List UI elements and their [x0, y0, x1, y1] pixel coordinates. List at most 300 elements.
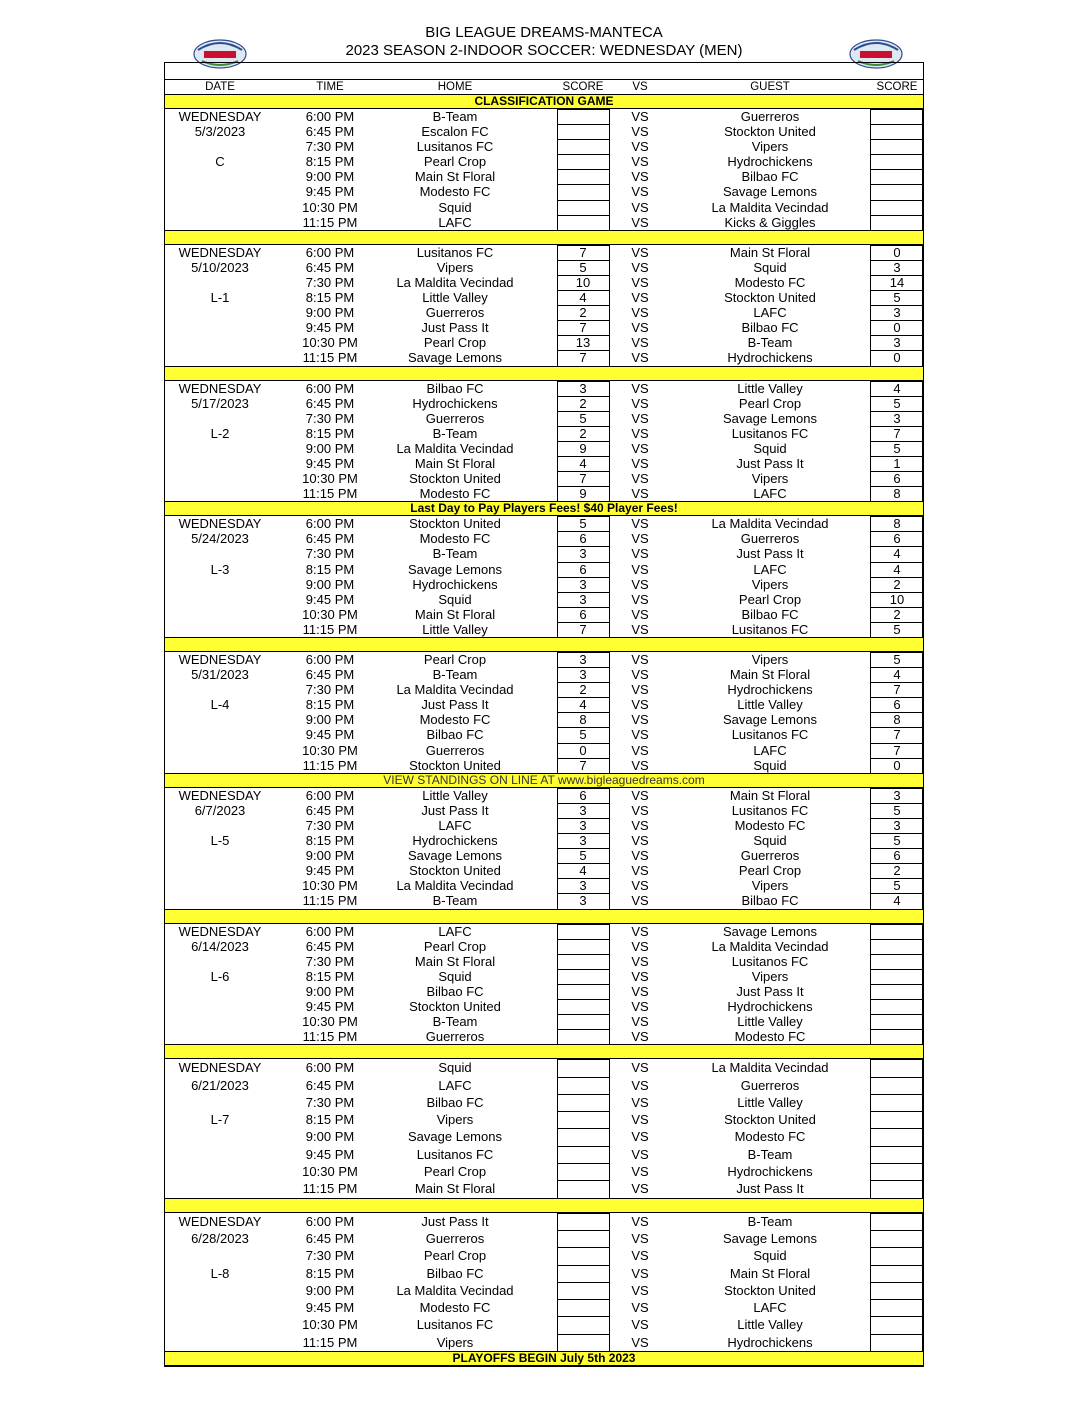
guest-score-box: [870, 184, 923, 200]
guest-team: Guerreros: [740, 531, 800, 547]
guest-score-box: [870, 1282, 923, 1300]
guest-score: 6: [893, 848, 901, 864]
vs-label: VS: [631, 486, 649, 502]
vs-label: VS: [631, 139, 649, 155]
home-score-box: [557, 999, 610, 1015]
vs-label: VS: [631, 561, 649, 577]
game-time: 6:00 PM: [305, 1213, 355, 1229]
home-score: 6: [579, 606, 587, 622]
guest-score: 3: [893, 410, 901, 426]
game-row: [165, 924, 923, 939]
home-score: 10: [575, 274, 591, 290]
guest-score: 10: [889, 591, 905, 607]
home-team: Pearl Crop: [423, 154, 487, 170]
home-team: La Maldita Vecindad: [396, 878, 514, 894]
home-team: Guerreros: [425, 305, 485, 321]
vs-label: VS: [631, 531, 649, 547]
vs-label: VS: [631, 350, 649, 366]
game-row: [165, 1282, 923, 1299]
game-time: 9:45 PM: [305, 184, 355, 200]
game-time: 9:45 PM: [305, 591, 355, 607]
vs-label: VS: [631, 833, 649, 849]
week-day: WEDNESDAY: [178, 1060, 262, 1076]
home-score-box: [557, 1077, 610, 1095]
home-team: Main St Floral: [414, 953, 496, 969]
home-team: Guerreros: [425, 742, 485, 758]
vs-label: VS: [631, 652, 649, 667]
guest-team: Hydrochickens: [727, 350, 813, 366]
home-score: 6: [579, 531, 587, 547]
game-time: 10:30 PM: [302, 335, 358, 351]
guest-score: 8: [893, 486, 901, 502]
game-row: [165, 893, 923, 908]
home-team: Stockton United: [409, 516, 501, 532]
guest-team: Squid: [753, 1248, 787, 1264]
home-score: 6: [579, 561, 587, 577]
game-time: 8:15 PM: [305, 697, 355, 713]
guest-score: 6: [893, 531, 901, 547]
guest-score: 4: [893, 893, 901, 909]
page-title: BIG LEAGUE DREAMS-MANTECA: [425, 24, 663, 41]
guest-team: Modesto FC: [734, 1029, 806, 1045]
guest-score-box: [870, 969, 923, 985]
vs-label: VS: [631, 998, 649, 1014]
guest-score: 7: [893, 425, 901, 441]
home-team: Savage Lemons: [408, 1129, 502, 1145]
game-row: [165, 1316, 923, 1333]
home-team: Guerreros: [425, 410, 485, 426]
guest-score: 6: [893, 697, 901, 713]
home-score-box: [557, 109, 610, 125]
home-score: 3: [579, 878, 587, 894]
home-score: 3: [579, 893, 587, 909]
home-team: Stockton United: [409, 471, 501, 487]
vs-label: VS: [631, 1060, 649, 1076]
home-team: Hydrochickens: [412, 833, 498, 849]
vs-label: VS: [631, 591, 649, 607]
home-score-box: [557, 939, 610, 955]
guest-team: Lusitanos FC: [731, 727, 809, 743]
guest-team: Little Valley: [737, 1094, 803, 1110]
home-team: Modesto FC: [419, 184, 491, 200]
home-score: 2: [579, 305, 587, 321]
game-row: [165, 1059, 923, 1076]
week-band: [165, 909, 923, 924]
vs-label: VS: [631, 244, 649, 260]
home-score: 2: [579, 425, 587, 441]
guest-score-box: [870, 109, 923, 125]
game-time: 8:15 PM: [305, 561, 355, 577]
game-time: 9:45 PM: [305, 320, 355, 336]
guest-score: 5: [893, 652, 901, 667]
home-score: 9: [579, 486, 587, 502]
game-row: [165, 109, 923, 124]
guest-team: Bilbao FC: [741, 606, 799, 622]
guest-team: Savage Lemons: [723, 923, 817, 939]
week-date: 6/21/2023: [191, 1077, 249, 1093]
home-score: 3: [579, 546, 587, 562]
guest-team: Vipers: [751, 968, 789, 984]
week-band: [165, 230, 923, 245]
game-time: 11:15 PM: [302, 1029, 358, 1045]
guest-team: Pearl Crop: [738, 591, 802, 607]
header-home: HOME: [437, 81, 473, 93]
game-time: 8:15 PM: [305, 1112, 355, 1128]
guest-team: LAFC: [753, 742, 787, 758]
game-time: 8:15 PM: [305, 425, 355, 441]
home-score: 9: [579, 440, 587, 456]
vs-label: VS: [631, 893, 649, 909]
game-time: 6:00 PM: [305, 516, 355, 532]
guest-score: 5: [893, 878, 901, 894]
guest-team: Lusitanos FC: [731, 953, 809, 969]
week-label: L-8: [210, 1265, 230, 1281]
week-label: L-4: [210, 697, 230, 713]
week-label: L-7: [210, 1112, 230, 1128]
home-score: 7: [579, 757, 587, 773]
guest-team: Guerreros: [740, 109, 800, 124]
home-score-box: [557, 1059, 610, 1077]
guest-team: Little Valley: [737, 1014, 803, 1030]
game-row: [165, 577, 923, 592]
home-score: 5: [579, 410, 587, 426]
week-date: 5/17/2023: [191, 395, 249, 411]
home-team: LAFC: [438, 923, 472, 939]
home-score-box: [557, 184, 610, 200]
game-time: 6:00 PM: [305, 923, 355, 939]
home-score-box: [557, 1282, 610, 1300]
guest-score-box: [870, 154, 923, 170]
guest-team: Bilbao FC: [741, 893, 799, 909]
home-team: B-Team: [432, 109, 478, 124]
vs-label: VS: [631, 1094, 649, 1110]
game-time: 9:00 PM: [305, 305, 355, 321]
home-team: La Maldita Vecindad: [396, 274, 514, 290]
week-date: 6/14/2023: [191, 938, 249, 954]
guest-score-box: [870, 124, 923, 140]
game-row: [165, 1299, 923, 1316]
game-time: 9:45 PM: [305, 1146, 355, 1162]
home-score: 3: [579, 591, 587, 607]
week-band: [165, 1198, 923, 1213]
home-score-box: [557, 200, 610, 216]
game-row: [165, 1077, 923, 1094]
game-time: 11:15 PM: [302, 350, 358, 366]
home-team: Just Pass It: [421, 320, 489, 336]
page-subtitle: 2023 SEASON 2-INDOOR SOCCER: WEDNESDAY (MEN): [345, 42, 743, 59]
guest-team: Pearl Crop: [738, 395, 802, 411]
vs-label: VS: [631, 1129, 649, 1145]
game-time: 9:45 PM: [305, 1300, 355, 1316]
home-score: 6: [579, 787, 587, 803]
guest-score-box: [870, 1163, 923, 1181]
guest-score-box: [870, 1265, 923, 1283]
home-team: Pearl Crop: [423, 938, 487, 954]
game-row: [165, 411, 923, 426]
home-team: Savage Lemons: [408, 561, 502, 577]
guest-team: Savage Lemons: [723, 184, 817, 200]
game-time: 7:30 PM: [305, 682, 355, 698]
guest-score: 0: [893, 757, 901, 773]
game-time: 8:15 PM: [305, 968, 355, 984]
game-row: [165, 652, 923, 667]
home-team: Squid: [438, 1060, 472, 1076]
game-time: 9:00 PM: [305, 983, 355, 999]
home-team: Lusitanos FC: [416, 139, 494, 155]
guest-score-box: [870, 1014, 923, 1030]
game-time: 10:30 PM: [302, 471, 358, 487]
home-score-box: [557, 924, 610, 940]
guest-score: 5: [893, 440, 901, 456]
home-team: Little Valley: [422, 290, 488, 306]
home-score-box: [557, 1265, 610, 1283]
home-team: LAFC: [438, 817, 472, 833]
home-team: B-Team: [432, 425, 478, 441]
home-team: Bilbao FC: [426, 727, 484, 743]
header-date: DATE: [205, 81, 235, 93]
guest-score-box: [870, 1180, 923, 1198]
vs-label: VS: [631, 516, 649, 532]
home-score: 3: [579, 652, 587, 667]
home-score-box: [557, 1180, 610, 1198]
vs-label: VS: [631, 682, 649, 698]
vs-label: VS: [631, 938, 649, 954]
home-team: Pearl Crop: [423, 652, 487, 667]
game-time: 6:45 PM: [305, 802, 355, 818]
home-team: Vipers: [436, 1334, 474, 1350]
guest-team: Squid: [753, 259, 787, 275]
home-score: 7: [579, 350, 587, 366]
header-time: TIME: [316, 81, 344, 93]
game-time: 6:00 PM: [305, 380, 355, 396]
week-day: WEDNESDAY: [178, 109, 262, 124]
guest-team: Modesto FC: [734, 817, 806, 833]
vs-label: VS: [631, 1213, 649, 1229]
guest-score-box: [870, 984, 923, 1000]
home-score: 4: [579, 455, 587, 471]
week-day: WEDNESDAY: [178, 787, 262, 803]
guest-team: B-Team: [747, 1146, 793, 1162]
guest-score-box: [870, 1111, 923, 1129]
guest-team: Little Valley: [737, 697, 803, 713]
home-team: LAFC: [438, 214, 472, 230]
home-team: B-Team: [432, 893, 478, 909]
vs-label: VS: [631, 214, 649, 230]
guest-team: B-Team: [747, 335, 793, 351]
vs-label: VS: [631, 109, 649, 124]
vs-label: VS: [631, 546, 649, 562]
guest-score: 5: [893, 290, 901, 306]
home-score-box: [557, 1029, 610, 1045]
guest-score: 3: [893, 335, 901, 351]
home-score-box: [557, 1247, 610, 1265]
game-row: [165, 1029, 923, 1044]
game-time: 11:15 PM: [302, 757, 358, 773]
game-time: 9:45 PM: [305, 455, 355, 471]
vs-label: VS: [631, 863, 649, 879]
game-row: [165, 1094, 923, 1111]
guest-score: 1: [893, 455, 901, 471]
home-score-box: [557, 215, 610, 231]
home-team: Main St Floral: [414, 455, 496, 471]
vs-label: VS: [631, 320, 649, 336]
game-time: 11:15 PM: [302, 621, 358, 637]
home-team: La Maldita Vecindad: [396, 440, 514, 456]
vs-label: VS: [631, 1248, 649, 1264]
vs-label: VS: [631, 335, 649, 351]
home-team: Hydrochickens: [412, 576, 498, 592]
game-row: [165, 305, 923, 320]
home-score: 3: [579, 802, 587, 818]
week-date: 6/28/2023: [191, 1230, 249, 1246]
guest-team: Guerreros: [740, 1077, 800, 1093]
header-home-score: SCORE: [562, 81, 604, 93]
guest-team: Vipers: [751, 471, 789, 487]
vs-label: VS: [631, 154, 649, 170]
guest-score: 8: [893, 516, 901, 532]
vs-label: VS: [631, 983, 649, 999]
home-team: Stockton United: [409, 998, 501, 1014]
guest-score: 14: [889, 274, 905, 290]
guest-score: 3: [893, 305, 901, 321]
game-time: 8:15 PM: [305, 154, 355, 170]
guest-team: Squid: [753, 440, 787, 456]
guest-team: Modesto FC: [734, 1129, 806, 1145]
home-score-box: [557, 1094, 610, 1112]
guest-team: Main St Floral: [729, 244, 811, 260]
guest-team: Hydrochickens: [727, 998, 813, 1014]
game-row: [165, 290, 923, 305]
vs-label: VS: [631, 712, 649, 728]
game-row: [165, 456, 923, 471]
home-score: 7: [579, 244, 587, 260]
game-row: [165, 788, 923, 803]
game-time: 10:30 PM: [302, 878, 358, 894]
game-row: [165, 154, 923, 169]
home-team: Modesto FC: [419, 712, 491, 728]
guest-team: Bilbao FC: [741, 320, 799, 336]
guest-team: Main St Floral: [729, 787, 811, 803]
home-team: Pearl Crop: [423, 335, 487, 351]
guest-team: Lusitanos FC: [731, 621, 809, 637]
home-team: Stockton United: [409, 757, 501, 773]
week-date: 6/7/2023: [194, 802, 246, 818]
game-time: 9:00 PM: [305, 1129, 355, 1145]
game-row: [165, 939, 923, 954]
vs-label: VS: [631, 1077, 649, 1093]
game-row: [165, 863, 923, 878]
game-row: [165, 833, 923, 848]
vs-label: VS: [631, 1164, 649, 1180]
guest-team: Little Valley: [737, 380, 803, 396]
guest-team: Kicks & Giggles: [724, 214, 816, 230]
home-score: 2: [579, 682, 587, 698]
guest-score: 5: [893, 802, 901, 818]
vs-label: VS: [631, 576, 649, 592]
guest-team: Savage Lemons: [723, 410, 817, 426]
guest-score-box: [870, 139, 923, 155]
home-score-box: [557, 1316, 610, 1334]
week-day: WEDNESDAY: [178, 1213, 262, 1229]
vs-label: VS: [631, 802, 649, 818]
home-score-box: [557, 169, 610, 185]
guest-score: 4: [893, 561, 901, 577]
game-row: [165, 139, 923, 154]
week-date: 5/31/2023: [191, 667, 249, 683]
guest-team: Just Pass It: [736, 546, 804, 562]
game-time: 7:30 PM: [305, 139, 355, 155]
guest-team: Savage Lemons: [723, 712, 817, 728]
home-score-box: [557, 1299, 610, 1317]
home-team: Just Pass It: [421, 1213, 489, 1229]
guest-team: Squid: [753, 833, 787, 849]
game-row: [165, 1163, 923, 1180]
guest-team: Lusitanos FC: [731, 802, 809, 818]
guest-score-box: [870, 1213, 923, 1231]
guest-team: LAFC: [753, 1300, 787, 1316]
guest-team: Guerreros: [740, 848, 800, 864]
vs-label: VS: [631, 410, 649, 426]
home-score-box: [557, 154, 610, 170]
guest-score: 4: [893, 667, 901, 683]
vs-label: VS: [631, 1029, 649, 1045]
game-row: [165, 954, 923, 969]
guest-team: Pearl Crop: [738, 863, 802, 879]
home-team: Lusitanos FC: [416, 1146, 494, 1162]
week-label: L-1: [210, 290, 230, 306]
game-time: 10:30 PM: [302, 742, 358, 758]
guest-score-box: [870, 954, 923, 970]
vs-label: VS: [631, 817, 649, 833]
game-row: [165, 878, 923, 893]
week-label: L-6: [210, 968, 230, 984]
home-team: Main St Floral: [414, 169, 496, 185]
home-team: Main St Floral: [414, 606, 496, 622]
home-score-box: [557, 954, 610, 970]
game-row: [165, 667, 923, 682]
guest-team: Just Pass It: [736, 1181, 804, 1197]
home-score-box: [557, 1128, 610, 1146]
guest-score-box: [870, 1316, 923, 1334]
home-score: 3: [579, 667, 587, 683]
week-date: 5/24/2023: [191, 531, 249, 547]
guest-team: Main St Floral: [729, 667, 811, 683]
game-time: 6:45 PM: [305, 531, 355, 547]
home-score-box: [557, 1014, 610, 1030]
guest-score-box: [870, 1029, 923, 1045]
guest-team: LAFC: [753, 305, 787, 321]
guest-score: 7: [893, 682, 901, 698]
home-team: Lusitanos FC: [416, 1317, 494, 1333]
game-row: [165, 622, 923, 637]
vs-label: VS: [631, 667, 649, 683]
guest-team: Hydrochickens: [727, 1164, 813, 1180]
vs-label: VS: [631, 1282, 649, 1298]
vs-label: VS: [631, 606, 649, 622]
home-score: 7: [579, 471, 587, 487]
game-row: [165, 984, 923, 999]
home-score: 0: [579, 742, 587, 758]
vs-label: VS: [631, 455, 649, 471]
home-score: 7: [579, 621, 587, 637]
vs-label: VS: [631, 848, 649, 864]
game-time: 9:00 PM: [305, 169, 355, 185]
guest-score: 4: [893, 546, 901, 562]
game-time: 8:15 PM: [305, 1265, 355, 1281]
home-score: 5: [579, 727, 587, 743]
guest-score-box: [870, 215, 923, 231]
vs-label: VS: [631, 274, 649, 290]
